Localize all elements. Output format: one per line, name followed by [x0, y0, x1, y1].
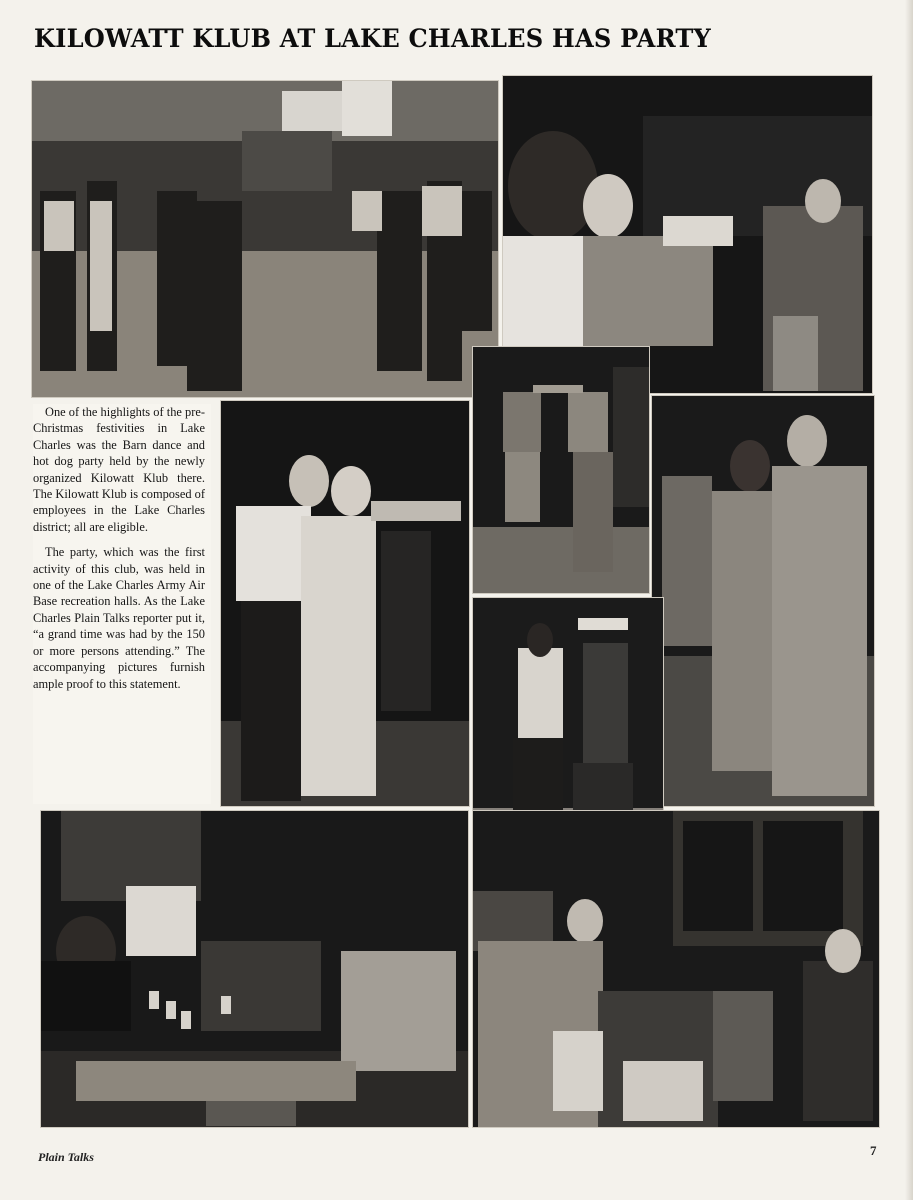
- article-paragraph: One of the highlights of the pre-Christmas festivities in Lake Charles was the Barn dance and hot dog party held by the newly organized Kilowatt Klub there. The Kilowatt Klub is composed of employees in the Lake Charles district; all are eligible.: [33, 405, 205, 534]
- photo-dinner-table-right: [472, 810, 880, 1128]
- photo-couple-waltz: [651, 395, 875, 807]
- page-headline: KILOWATT KLUB AT LAKE CHARLES HAS PARTY: [34, 24, 711, 53]
- article-body: [33, 404, 211, 804]
- photo-swing-dance: [472, 346, 650, 594]
- article-paragraph: The party, which was the first activity of this club, was held in one of the Lake Charles Army Air Base recreation halls. As the Lake Charles Plain Talks reporter put it, “a grand time was had by the 150 or more persons attending.” The accompanying pictures furnish ample proof to this statement.: [33, 545, 205, 691]
- publication-name: Plain Talks: [38, 1150, 94, 1164]
- page-edge: [905, 0, 913, 1200]
- photo-laughing-couple: [220, 400, 470, 807]
- page-number: 7: [870, 1143, 877, 1158]
- photo-dance-hall-crowd: [31, 80, 499, 398]
- photo-dinner-table-left: [40, 810, 469, 1128]
